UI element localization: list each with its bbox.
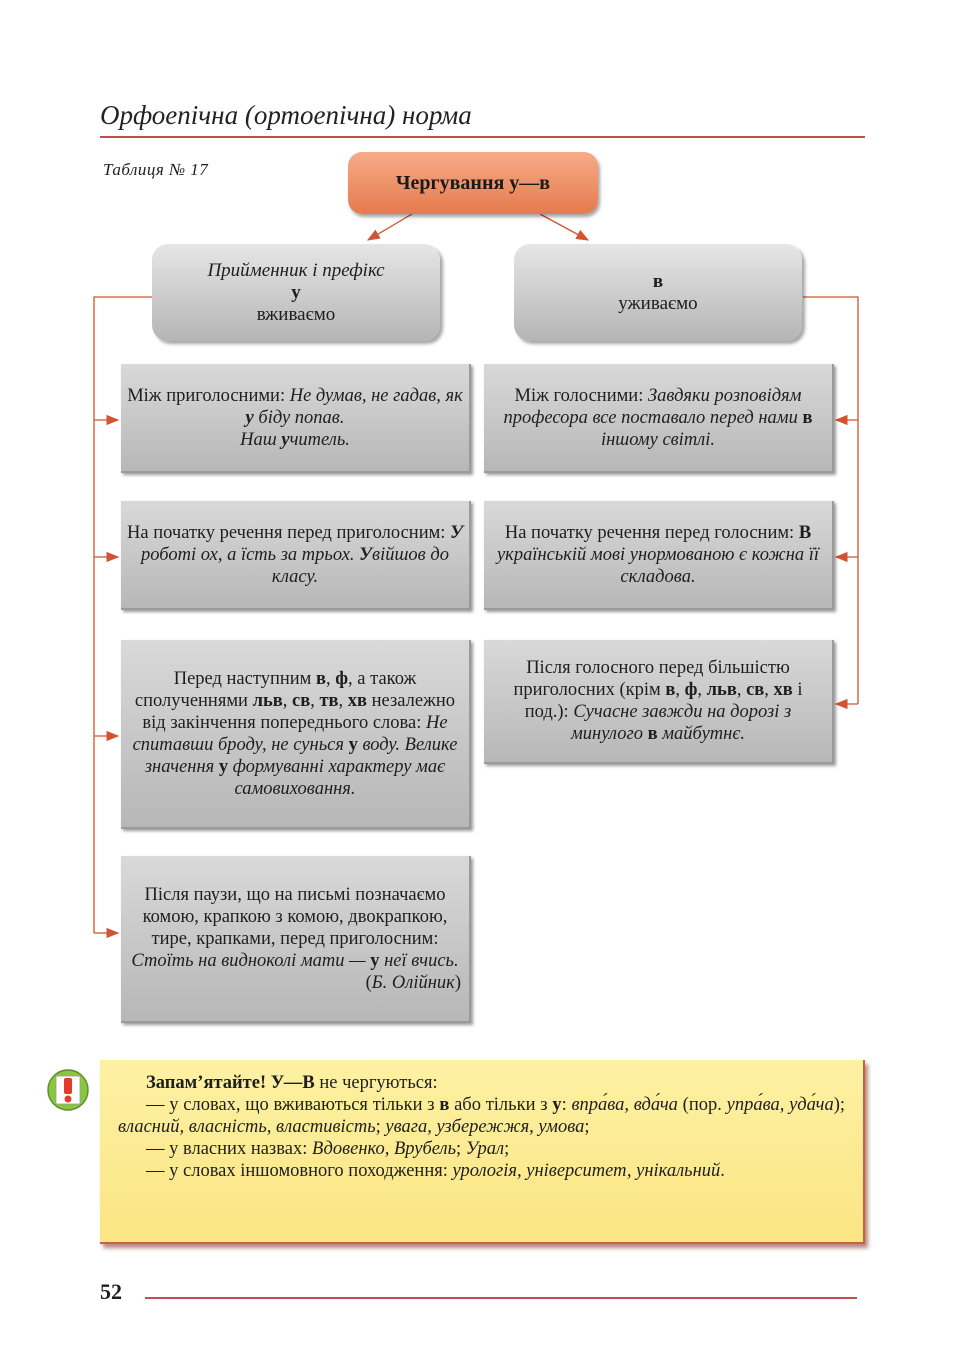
exclamation-badge-icon (46, 1068, 90, 1112)
card-highlight: у (348, 734, 358, 755)
card-highlight: у (218, 756, 229, 777)
page-heading: Орфоепічна (ортоепічна) норма (100, 100, 472, 130)
card-highlight: У (359, 544, 373, 565)
card-highlight: В (798, 522, 812, 543)
note-text: ; (375, 1117, 386, 1137)
right-header-line2: уживаємо (618, 292, 698, 314)
card-example: українській мові унормованою є кожна її складова. (496, 544, 820, 587)
card-highlight: у (370, 950, 380, 971)
footer-rule (145, 1297, 857, 1299)
note-text: — у власних назвах: (146, 1139, 312, 1159)
arrow-title-right (540, 214, 588, 240)
card-text: ) (454, 972, 461, 993)
note-text: не чергуються: (314, 1073, 438, 1093)
note-text: ; (584, 1117, 590, 1137)
card-text: , (310, 690, 320, 711)
card-example: формуванні характеру має самовиховання. (228, 756, 446, 799)
note-text: ); (833, 1095, 846, 1115)
note-example: власний, власність, властивість (118, 1117, 376, 1137)
card-text: , (325, 668, 336, 689)
note-example: увага, узбережжя, умова (385, 1117, 585, 1137)
right-card-after-vowel (484, 640, 834, 764)
note-text: . (720, 1161, 725, 1181)
note-text: (пор. (677, 1095, 727, 1115)
card-text: , (338, 690, 348, 711)
note-example: Урал (465, 1139, 505, 1159)
right-card-sentence-start (484, 501, 834, 610)
card-text: На початку речення перед приголосним: (127, 522, 451, 543)
left-header-line1: Прийменник і префікс (207, 259, 385, 281)
card-highlight: хв (347, 690, 368, 711)
card-text: На початку речення перед голосним: (504, 522, 799, 543)
note-example: упра́ва, уда́ча (726, 1095, 834, 1115)
left-card-consonants (121, 364, 471, 473)
card-example: читель. (289, 429, 350, 450)
left-card-before-clusters (121, 640, 471, 829)
left-card-sentence-start (121, 501, 471, 610)
note-text: : (561, 1095, 572, 1115)
note-example: Вдовенко, Врубель (311, 1139, 457, 1159)
card-text: Після паузи, що на письмі позначаємо комою, крапкою з комою, двокрапкою, тире, крапками, перед приголосним: (142, 884, 448, 949)
card-example: роботі ох, а їсть за трьох. (141, 544, 360, 565)
card-example: майбутнє. (657, 724, 746, 744)
note-highlight: в (439, 1095, 450, 1115)
card-highlight: в (665, 680, 676, 700)
page-number: 52 (100, 1279, 122, 1304)
note-text: — у словах, що вживаються тільки з (146, 1095, 440, 1115)
remember-note (100, 1060, 865, 1244)
card-author: Б. Олійник (371, 972, 455, 993)
note-text: ; (456, 1139, 466, 1159)
left-card-after-pause (121, 856, 471, 1023)
note-title: Запам’ятайте! У—В (146, 1073, 315, 1093)
right-header-letter: в (652, 270, 664, 292)
card-example: воду. Велике значення (144, 734, 458, 777)
note-text: ; (504, 1139, 510, 1159)
card-example: Наш (240, 429, 282, 450)
card-highlight: У (450, 522, 463, 543)
card-highlight: ф (684, 680, 698, 700)
left-header-box (152, 244, 440, 341)
card-text: , а також сполученнями (134, 668, 417, 711)
card-text: Між приголосними: (127, 385, 290, 406)
card-example: Сучасне завжди на дорозі з минулого (570, 702, 792, 744)
card-example: Завдяки розповідям професора все поставало перед нами (503, 385, 803, 428)
card-text: і под.): (524, 680, 803, 722)
right-card-vowels (484, 364, 834, 473)
card-text: Перед наступним (173, 668, 316, 689)
card-example: Стоїть на видноколі мати — (131, 950, 371, 971)
note-highlight: у (552, 1095, 562, 1115)
card-highlight: св (292, 690, 311, 711)
table-label: Таблиця № 17 (103, 160, 209, 179)
card-text: Між голосними: (514, 385, 648, 406)
card-highlight: св (746, 680, 765, 700)
note-example: урологія, університет, унікальний (452, 1161, 721, 1181)
note-text: — у словах іншомовного походження: (146, 1161, 453, 1181)
card-text: ( (365, 972, 372, 993)
card-text: , (697, 680, 707, 700)
card-highlight: в (647, 724, 658, 744)
right-header-box (514, 244, 802, 341)
card-highlight: ф (335, 668, 349, 689)
card-example: Не думав, не гадав, як (289, 385, 463, 406)
card-text: , (764, 680, 774, 700)
card-text: , (736, 680, 747, 700)
card-highlight: у (245, 407, 254, 428)
arrow-title-left (368, 214, 412, 240)
note-text: або тільки з (449, 1095, 553, 1115)
card-text: , (675, 680, 685, 700)
note-example: впра́ва, вда́ча (571, 1095, 678, 1115)
table-title-box: Чергування у—в (348, 152, 598, 214)
card-example: війшов до класу. (271, 544, 449, 587)
card-highlight: льв (706, 680, 737, 700)
card-highlight: в (802, 407, 813, 428)
card-example: Не спитавши броду, не суньcя (132, 712, 448, 755)
card-example: іншому світлі. (600, 429, 716, 450)
card-example: біду попав. (253, 407, 345, 428)
card-text: , (282, 690, 292, 711)
card-highlight: льв (252, 690, 283, 711)
card-highlight: хв (773, 680, 793, 700)
card-text: Після голосного перед більшістю приголосних (крім (513, 658, 790, 700)
left-header-letter: у (291, 281, 301, 303)
card-highlight: в (315, 668, 326, 689)
card-highlight: тв (319, 690, 339, 711)
left-header-line3: вживаємо (256, 303, 336, 325)
card-text: незалежно від закінчення попереднього слова: (142, 690, 456, 733)
card-highlight: у (281, 429, 290, 450)
card-example: неї вчись. (379, 950, 459, 971)
